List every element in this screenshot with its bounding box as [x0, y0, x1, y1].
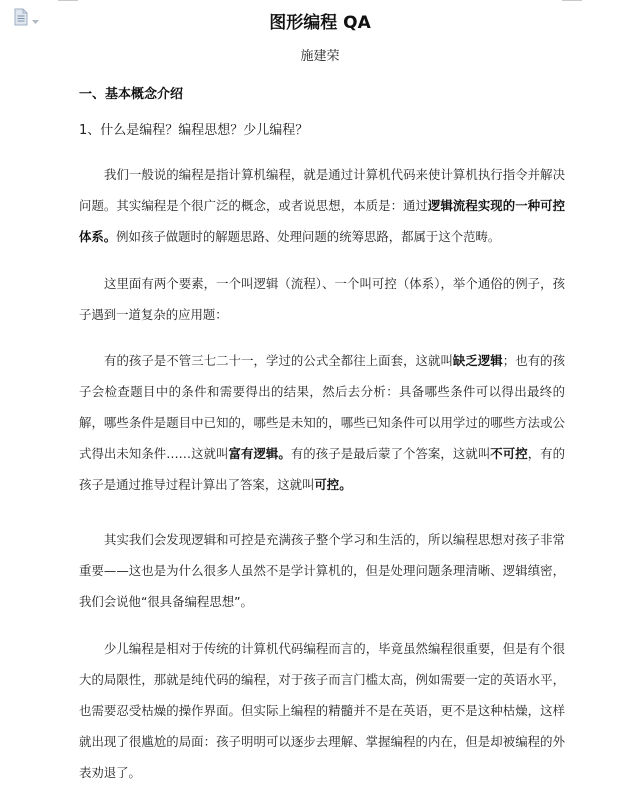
bold-text: 逻辑流程实现的一种可控体系。	[79, 198, 566, 245]
section-heading: 一、基本概念介绍	[79, 87, 184, 102]
bold-text: 缺乏逻辑	[452, 353, 503, 369]
text-run: ，有的孩子是通过推导过程计算出了答案，这就叫	[79, 446, 566, 493]
paragraph	[79, 633, 565, 788]
paragraph	[79, 268, 565, 330]
text-run: 这里面有两个要素，一个叫逻辑（流程）、一个叫可控（体系），举个通俗的例子，孩子遇到一道复杂的应用题：	[79, 276, 565, 323]
paragraph	[79, 524, 565, 617]
text-run: 其实我们会发现逻辑和可控是充满孩子整个学习和生活的，所以编程思想对孩子非常重要——这也是为什么很多人虽然不是学计算机的，但是处理问题条理清晰、逻辑缜密，我们会说他“很具备编程思想”。	[79, 532, 565, 610]
author-name: 施建荣	[300, 49, 340, 64]
page-corner-mark-right	[562, 0, 582, 1]
text-run: 我们一般说的编程是指计算机编程，就是通过计算机代码来使计算机执行指令并解决问题。其实编程是个很广泛的概念，或者说思想，本质是：通过	[79, 167, 565, 214]
text-run: ；也有的孩子会检查题目中的条件和需要得出的结果，然后去分析：具备哪些条件可以得出最终的解，哪些条件是题目中已知的，哪些是未知的，哪些已知条件可以用学过的哪些方法或公式得出未知条件……这就叫	[79, 353, 566, 462]
bold-text: 可控。	[314, 477, 352, 493]
paragraph	[79, 345, 565, 500]
question-heading: 1、什么是编程？编程思想？少儿编程？	[79, 123, 309, 138]
bold-text: 不可控	[490, 446, 528, 462]
text-run: 有的孩子是最后蒙了个答案，这就叫	[290, 446, 491, 462]
text-run: 有的孩子是不管三七二十一，学过的公式全都往上面套，这就叫	[104, 353, 453, 369]
paragraph	[79, 159, 565, 252]
text-run: 少儿编程是相对于传统的计算机代码编程而言的，毕竟虽然编程很重要，但是有个很大的局限性，那就是纯代码的编程，对于孩子而言门槛太高，例如需要一定的英语水平，也需要忍受枯燥的操作界面。但实际上编程的精髓并不是在英语，更不是这种枯燥，这样就出现了很尴尬的局面：孩子明明可以逐步去理解、掌握编程的内在，但是却被编程的外表劝退了。	[79, 641, 565, 781]
page-title: 图形编程 QA	[269, 13, 371, 33]
bold-text: 富有逻辑。	[228, 446, 291, 462]
text-run: 例如孩子做题时的解题思路、处理问题的统筹思路，都属于这个范畴。	[116, 229, 501, 245]
page-corner-mark-left	[58, 0, 78, 1]
